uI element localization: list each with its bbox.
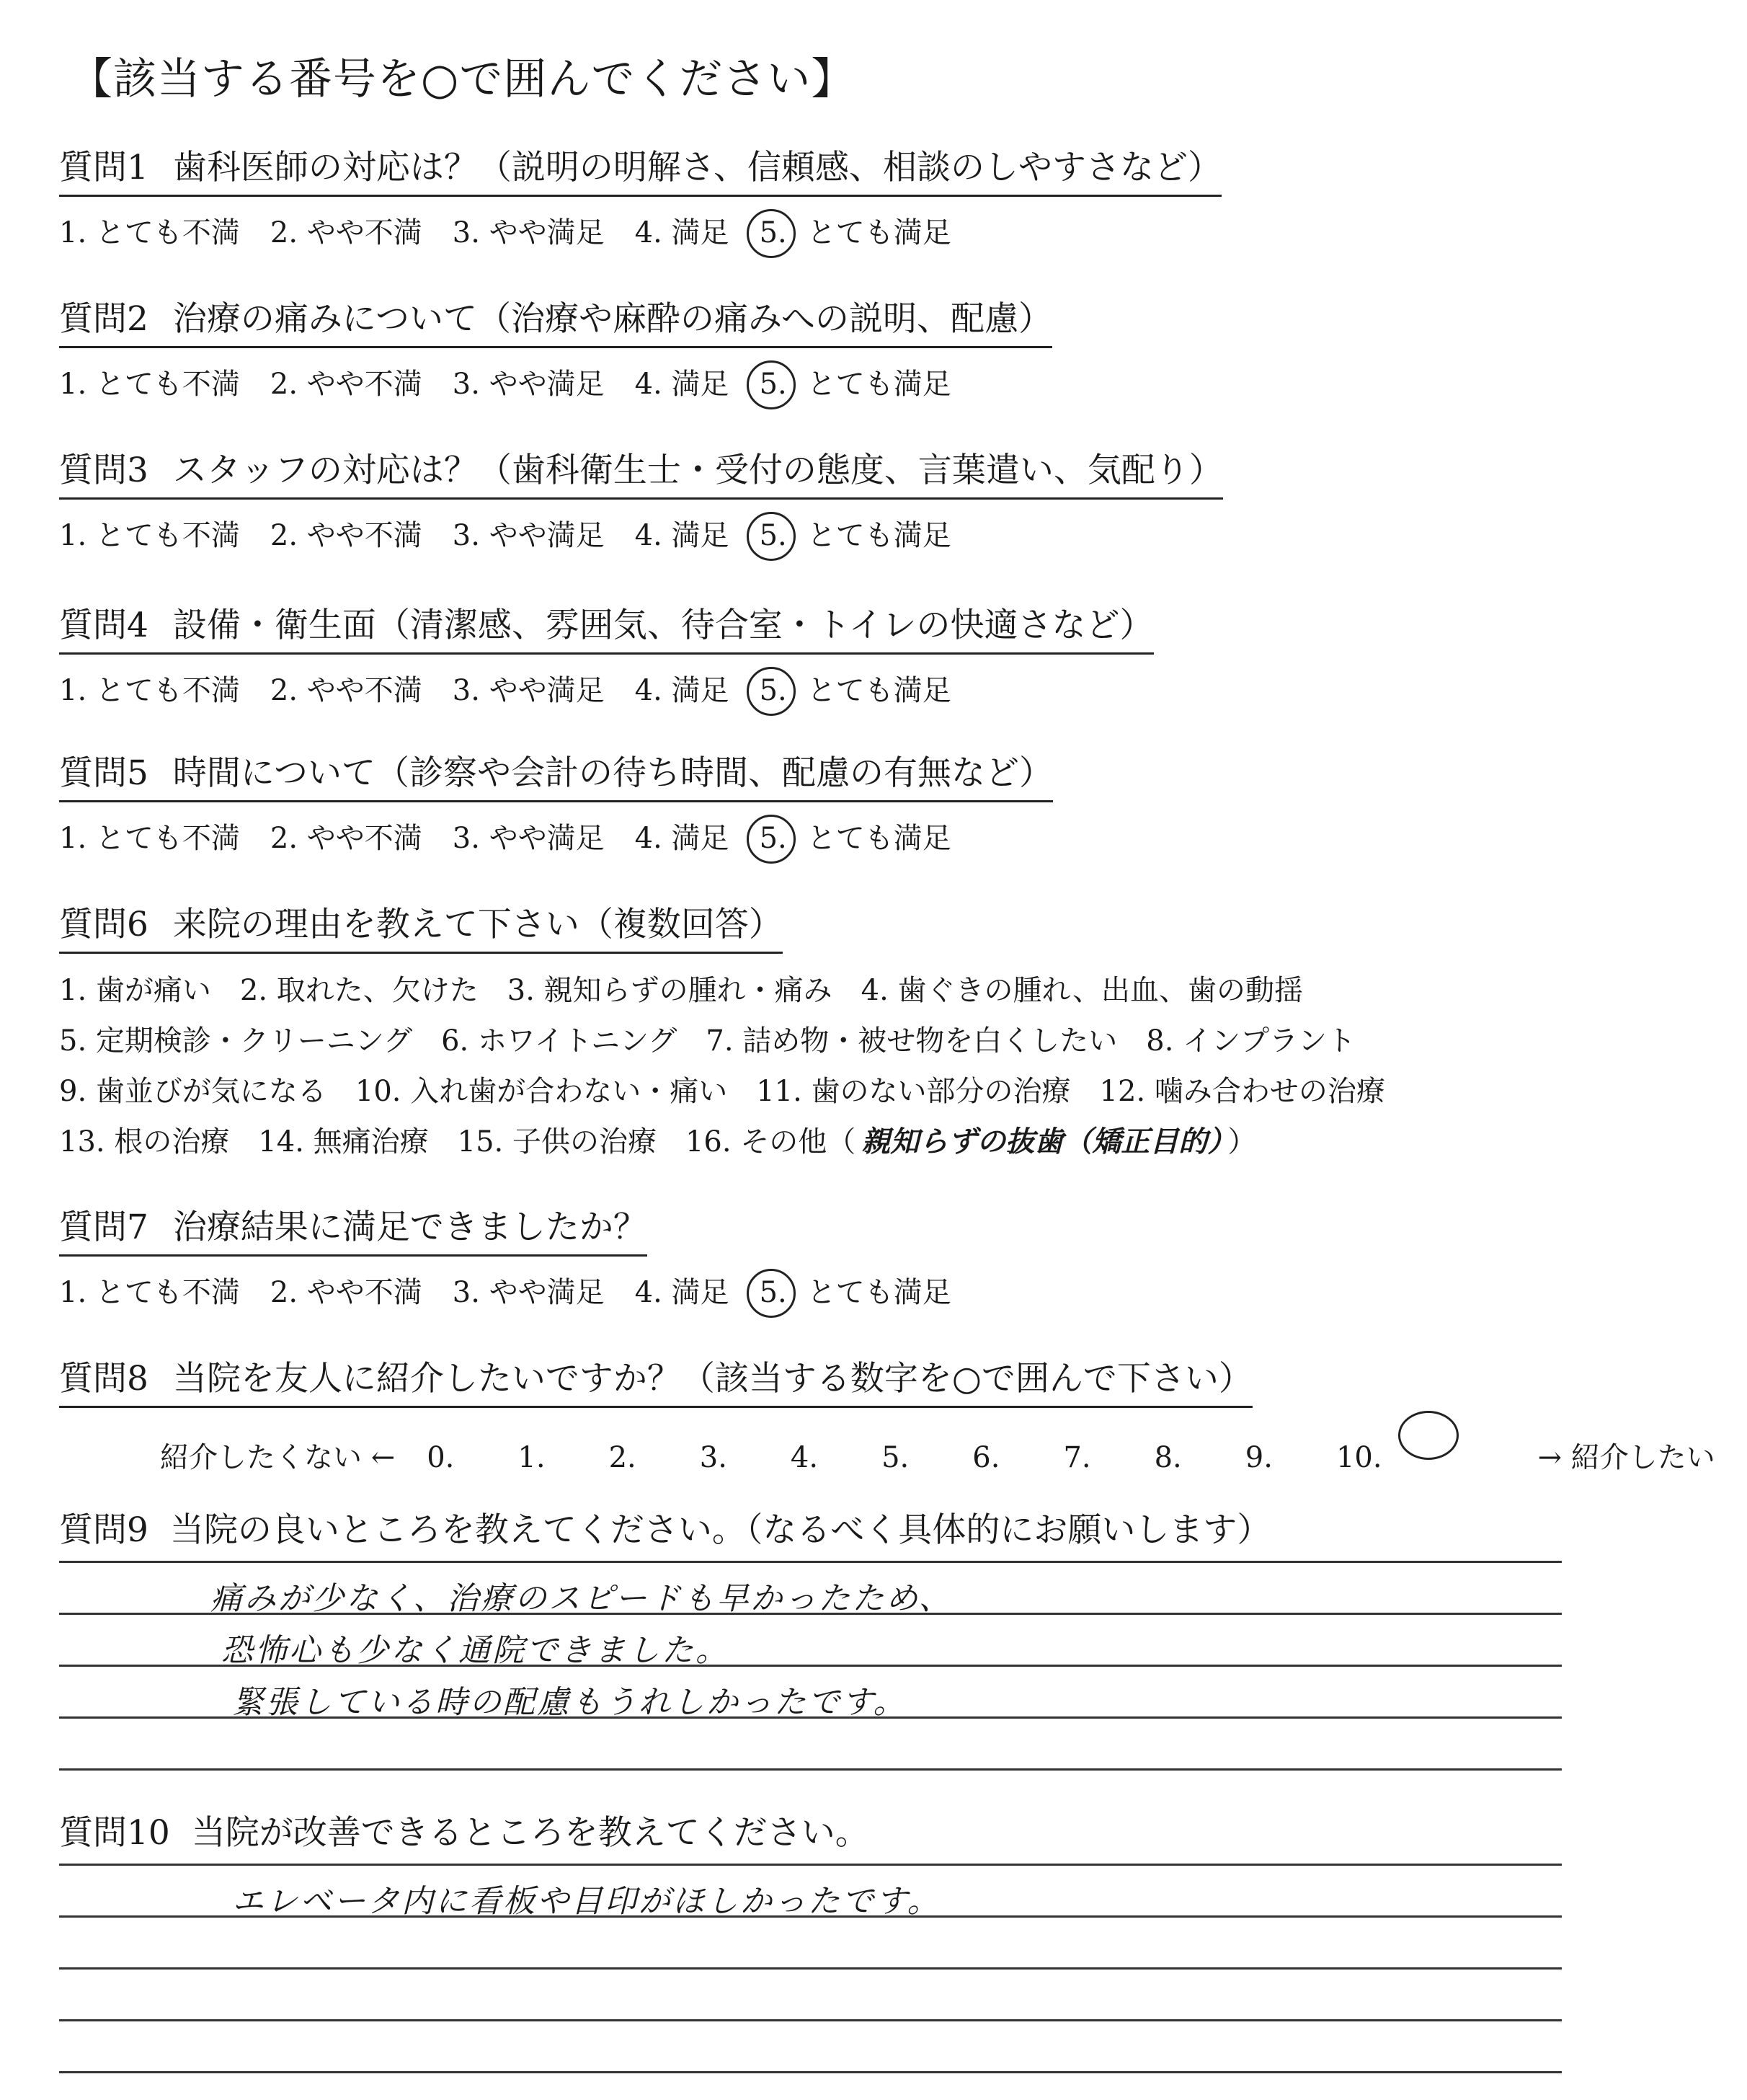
scale-option[interactable]: [427, 1441, 486, 1474]
answer-line: [59, 1561, 1562, 1563]
question-heading: [59, 746, 1053, 802]
rating-option-label: 5.: [760, 1276, 787, 1309]
reason-option[interactable]: 5. 定期検診・クリーニング: [59, 1024, 413, 1058]
question-6: [59, 898, 1414, 1167]
question-number: 質問10: [59, 1813, 170, 1853]
selection-circle: [747, 1269, 796, 1318]
question-number: 質問6: [59, 905, 148, 944]
scale-left-label: 紹介したくない ←: [160, 1441, 396, 1474]
selection-circle: [1398, 1411, 1459, 1460]
question-number: 質問4: [59, 606, 148, 645]
question-8: [59, 1352, 1747, 1476]
question-7-heading: [59, 1200, 647, 1257]
scale-option[interactable]: [1155, 1441, 1214, 1474]
rating-option[interactable]: 3. やや満足: [452, 519, 605, 552]
question-text: 治療結果に満足できましたか？: [172, 1208, 647, 1247]
reason-option[interactable]: 9. 歯並びが気になる: [59, 1075, 326, 1108]
rating-options: [59, 815, 1053, 856]
rating-option[interactable]: [760, 822, 787, 855]
scale-option-label: 3.: [699, 1441, 727, 1474]
reason-option[interactable]: 14. 無痛治療: [258, 1125, 429, 1158]
selection-circle: [747, 815, 796, 864]
rating-option[interactable]: [760, 216, 787, 249]
closing-paren: ）: [1227, 1125, 1257, 1158]
scale-option[interactable]: [700, 1441, 759, 1474]
question-10-heading: [59, 1806, 869, 1854]
rating-options: [59, 668, 1154, 709]
rating-option[interactable]: 2. やや不満: [270, 1276, 422, 1309]
scale-option-label: 4.: [790, 1441, 819, 1474]
scale-option[interactable]: [881, 1441, 941, 1474]
rating-option[interactable]: 4. 満足: [634, 1276, 729, 1309]
rating-option[interactable]: 2. やや不満: [270, 368, 422, 401]
question-3: [59, 443, 1223, 554]
scale-option[interactable]: [1063, 1441, 1122, 1474]
rating-option[interactable]: 3. やや満足: [452, 674, 605, 707]
question-text: 来院の理由を教えて下さい（複数回答）: [172, 905, 783, 944]
rating-option-label: 5.: [760, 519, 787, 552]
scale-option-label: 7.: [1063, 1441, 1091, 1474]
rating-option[interactable]: 4. 満足: [634, 519, 729, 552]
handwritten-answer-line: エレベータ内に看板や目印がほしかったです。: [232, 1883, 941, 1920]
question-9: [59, 1503, 1271, 1551]
rating-option[interactable]: 1. とても不満: [59, 674, 240, 707]
scale-option[interactable]: [972, 1441, 1031, 1474]
rating-option[interactable]: 1. とても不満: [59, 822, 240, 855]
question-number: 質問8: [59, 1359, 148, 1399]
question-text: 当院の良いところを教えてください。（なるべく具体的にお願いします）: [169, 1510, 1271, 1550]
question-text: 時間について（診察や会計の待ち時間、配慮の有無など）: [172, 753, 1053, 793]
selection-circle: [747, 512, 796, 561]
scale-option-label: 9.: [1245, 1441, 1273, 1474]
question-number: 質問2: [59, 299, 148, 339]
scale-option-label: 0.: [427, 1441, 455, 1474]
answer-line: [59, 1768, 1562, 1771]
rating-options: [59, 210, 1222, 251]
rating-option[interactable]: 1. とても不満: [59, 216, 240, 249]
reason-row: [59, 965, 1414, 1016]
answer-line: [59, 2019, 1562, 2021]
answer-line: [59, 1864, 1562, 1866]
rating-option[interactable]: とても満足: [806, 216, 951, 249]
question-1: [59, 141, 1222, 251]
question-5: [59, 746, 1053, 856]
reason-options: [59, 965, 1414, 1167]
scale-option[interactable]: [609, 1441, 668, 1474]
scale-option-label: 6.: [972, 1441, 1000, 1474]
rating-option[interactable]: 3. やや満足: [452, 822, 605, 855]
answer-area-q10: [59, 1864, 1562, 2080]
question-6-heading: [59, 898, 783, 954]
question-heading: [59, 141, 1222, 197]
rating-option[interactable]: 4. 満足: [634, 368, 729, 401]
question-heading: [59, 598, 1154, 655]
selection-circle: [747, 360, 796, 409]
question-9-heading: [59, 1503, 1271, 1551]
rating-option[interactable]: [760, 674, 787, 707]
scale-right-label: → 紹介したい: [1537, 1441, 1715, 1474]
question-number: 質問1: [59, 148, 148, 187]
reason-option[interactable]: 1. 歯が痛い: [59, 974, 211, 1007]
question-2: [59, 292, 1052, 402]
rating-option[interactable]: とても満足: [806, 674, 951, 707]
question-heading: [59, 292, 1052, 348]
rating-option[interactable]: 3. やや満足: [452, 368, 605, 401]
handwritten-answer-line: 痛みが少なく、治療のスピードも早かったため、: [210, 1580, 953, 1617]
handwritten-answer-line: 恐怖心も少なく通院できました。: [221, 1632, 729, 1669]
reason-option[interactable]: 6. ホワイトニング: [441, 1024, 677, 1058]
rating-options: [59, 513, 1223, 554]
reason-option[interactable]: 7. 詰め物・被せ物を白くしたい: [706, 1024, 1118, 1058]
answer-area-q9: [59, 1561, 1562, 1770]
scale-option-label: 5.: [881, 1441, 910, 1474]
rating-option[interactable]: 2. やや不満: [270, 519, 422, 552]
rating-option-label: 5.: [760, 822, 787, 855]
reason-row: [59, 1066, 1414, 1117]
scale-option[interactable]: [517, 1441, 577, 1474]
reason-option[interactable]: 13. 根の治療: [59, 1125, 230, 1158]
handwritten-answer-line: 緊張している時の配慮もうれしかったです。: [232, 1684, 907, 1721]
question-number: 質問5: [59, 753, 148, 793]
reason-option[interactable]: 2. 取れた、欠けた: [239, 974, 479, 1007]
rating-option[interactable]: 2. やや不満: [270, 216, 422, 249]
scale-option-label: 1.: [517, 1441, 546, 1474]
question-text: 歯科医師の対応は？（説明の明解さ、信頼感、相談のしやすさなど）: [172, 148, 1222, 187]
rating-options: [59, 1270, 982, 1311]
question-text: 当院が改善できるところを教えてください。: [191, 1813, 869, 1853]
rating-option[interactable]: とても満足: [806, 519, 951, 552]
rating-option[interactable]: 4. 満足: [634, 822, 729, 855]
reason-option[interactable]: 3. 親知らずの腫れ・痛み: [507, 974, 832, 1007]
question-10: [59, 1806, 869, 1854]
rating-option[interactable]: 4. 満足: [634, 674, 729, 707]
rating-options: [59, 361, 1052, 402]
reason-option[interactable]: 11. 歯のない部分の治療: [756, 1075, 1071, 1108]
question-number: 質問3: [59, 451, 148, 490]
scale-option-label: 10.: [1335, 1441, 1382, 1474]
recommend-scale: [160, 1418, 1747, 1476]
question-text: 当院を友人に紹介したいですか？（該当する数字を○で囲んで下さい）: [172, 1359, 1253, 1399]
rating-option[interactable]: とても満足: [806, 822, 951, 855]
rating-option[interactable]: 2. やや不満: [270, 674, 422, 707]
rating-option[interactable]: 2. やや不満: [270, 822, 422, 855]
rating-option-label: 5.: [760, 216, 787, 249]
scale-option-label: 2.: [608, 1441, 636, 1474]
rating-option[interactable]: 3. やや満足: [452, 216, 605, 249]
rating-option[interactable]: 1. とても不満: [59, 368, 240, 401]
rating-option[interactable]: とても満足: [806, 1276, 951, 1309]
rating-option[interactable]: 3. やや満足: [452, 1276, 605, 1309]
reason-row: [59, 1117, 1414, 1167]
scale-option[interactable]: [791, 1441, 850, 1474]
question-8-heading: [59, 1352, 1253, 1408]
rating-option[interactable]: 1. とても不満: [59, 1276, 240, 1309]
rating-option[interactable]: 1. とても不満: [59, 519, 240, 552]
reason-option[interactable]: 4. 歯ぐきの腫れ、出血、歯の動揺: [861, 974, 1303, 1007]
page-title: 【該当する番号を○で囲んでください】: [69, 54, 855, 105]
reason-option[interactable]: 12. 噛み合わせの治療: [1099, 1075, 1385, 1108]
selection-circle: [747, 667, 796, 716]
handwritten-other-reason: 親知らずの抜歯（矯正目的）: [861, 1125, 1222, 1158]
scale-option[interactable]: [1336, 1418, 1506, 1474]
reason-row: [59, 1016, 1414, 1066]
answer-line: [59, 2071, 1562, 2073]
question-heading: [59, 443, 1223, 500]
rating-option[interactable]: とても満足: [806, 368, 951, 401]
question-number: 質問9: [59, 1510, 148, 1550]
question-text: 治療の痛みについて（治療や麻酔の痛みへの説明、配慮）: [172, 299, 1053, 339]
rating-option-label: 5.: [760, 368, 787, 401]
question-4: [59, 598, 1154, 709]
question-7: [59, 1200, 982, 1311]
reason-option[interactable]: 16. その他（: [685, 1125, 856, 1158]
rating-option[interactable]: [760, 1276, 787, 1309]
rating-option[interactable]: 4. 満足: [634, 216, 729, 249]
question-text: スタッフの対応は？（歯科衛生士・受付の態度、言葉遣い、気配り）: [172, 451, 1223, 490]
question-number: 質問7: [59, 1208, 148, 1247]
question-text: 設備・衛生面（清潔感、雰囲気、待合室・トイレの快適さなど）: [172, 606, 1154, 645]
selection-circle: [747, 209, 796, 258]
reason-option[interactable]: 15. 子供の治療: [457, 1125, 657, 1158]
rating-option-label: 5.: [760, 674, 787, 707]
reason-option[interactable]: 10. 入れ歯が合わない・痛い: [355, 1075, 728, 1108]
reason-option[interactable]: 8. インプラント: [1146, 1024, 1356, 1058]
scale-option-label: 8.: [1154, 1441, 1182, 1474]
rating-option[interactable]: [760, 368, 787, 401]
answer-line: [59, 1967, 1562, 1970]
scale-option[interactable]: [1245, 1441, 1304, 1474]
rating-option[interactable]: [760, 519, 787, 552]
